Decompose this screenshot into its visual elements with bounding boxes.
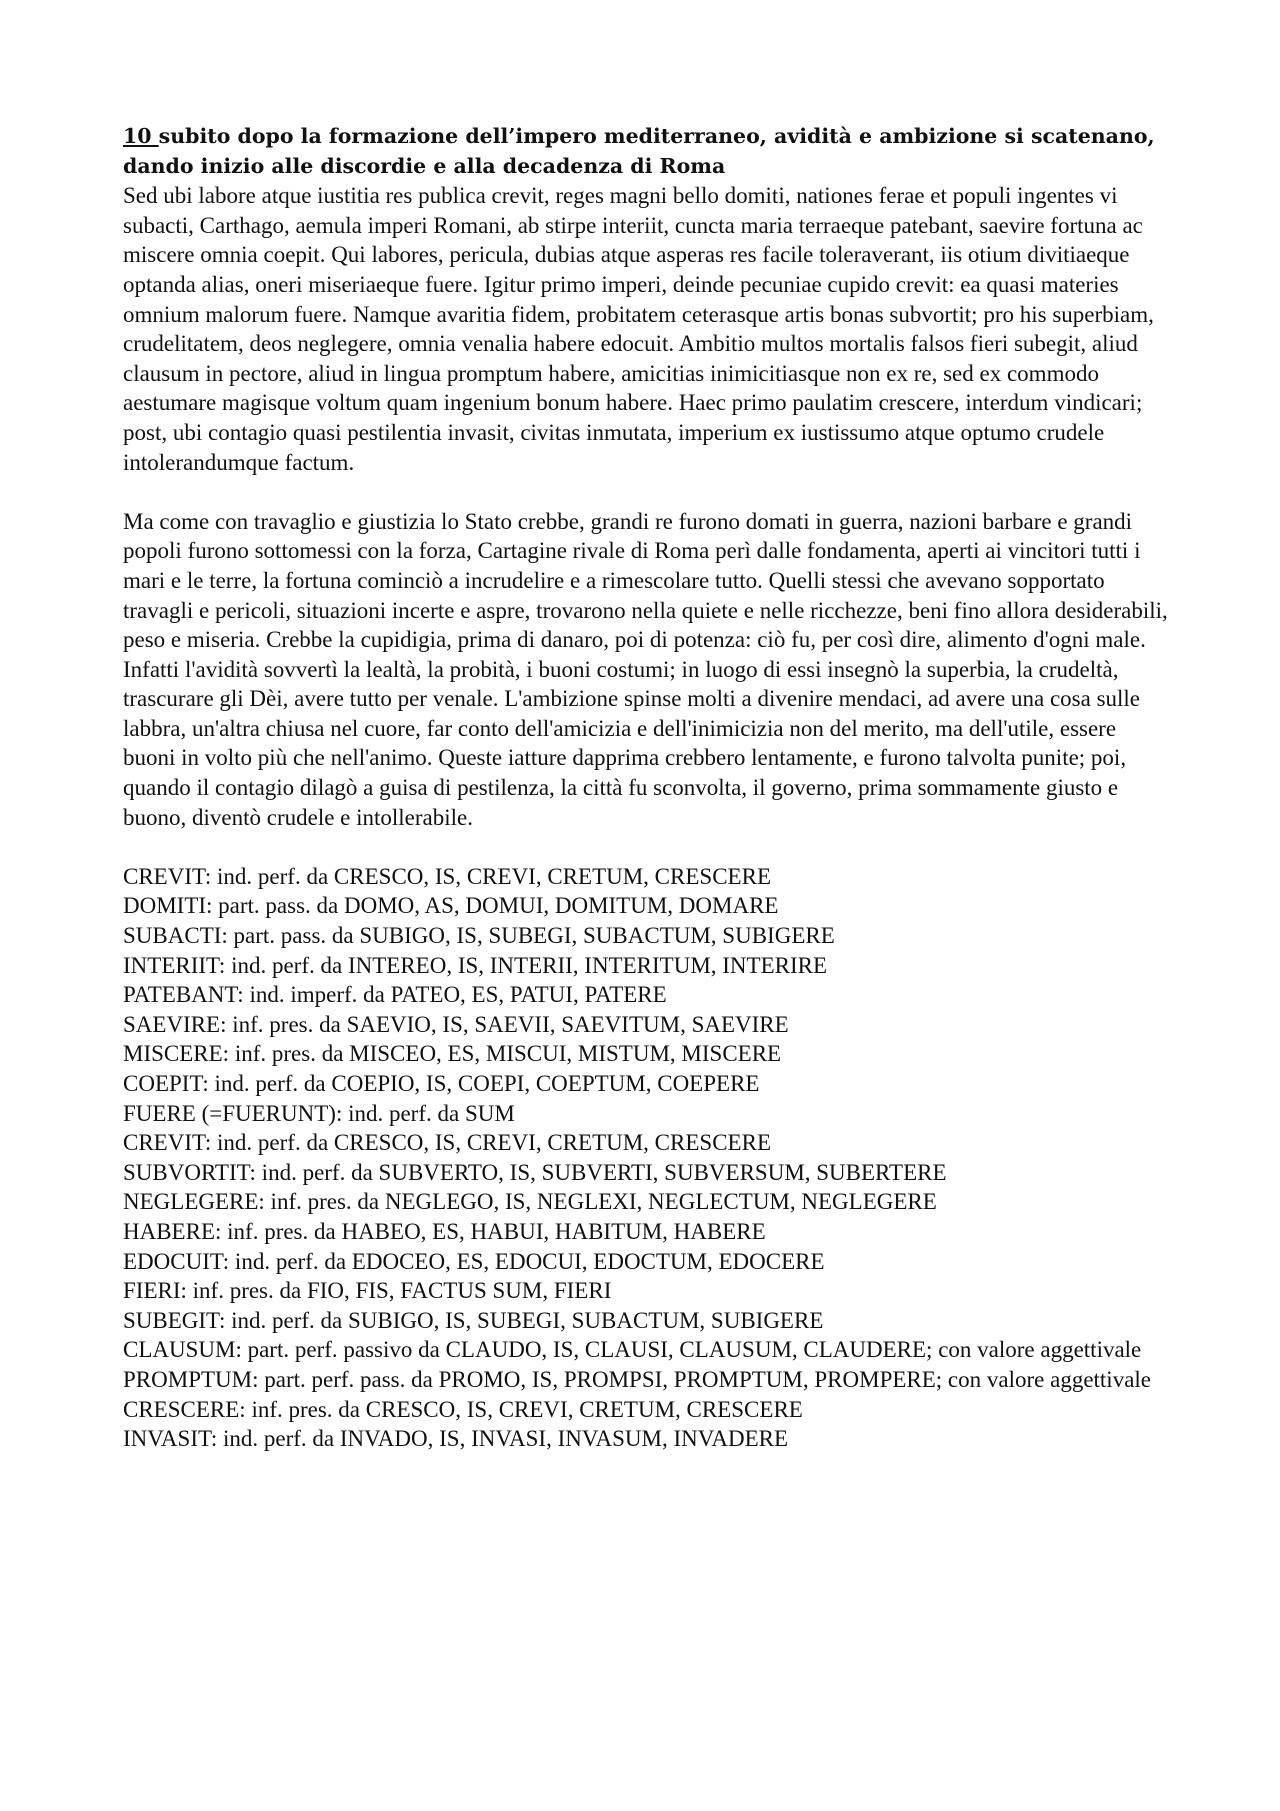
vocabulary-item: MISCERE: inf. pres. da MISCEO, ES, MISCUI, MISTUM, MISCERE [123, 1041, 782, 1067]
vocabulary-item: FUERE (=FUERUNT): ind. perf. da SUM [123, 1100, 515, 1126]
vocabulary-item: NEGLEGERE: inf. pres. da NEGLEGO, IS, NEGLEXI, NEGLECTUM, NEGLEGERE [123, 1189, 937, 1215]
section-title: subito dopo la formazione dell’impero mediterraneo, avidità e ambizione si scatenano, dando inizio alle discordie e alla decadenza di Roma [123, 124, 1155, 178]
vocabulary-item: SAEVIRE: inf. pres. da SAEVIO, IS, SAEVII, SAEVITUM, SAEVIRE [123, 1011, 789, 1037]
document-page [123, 122, 1168, 1454]
vocabulary-item: DOMITI: part. pass. da DOMO, AS, DOMUI, DOMITUM, DOMARE [123, 893, 779, 919]
vocabulary-item: HABERE: inf. pres. da HABEO, ES, HABUI, HABITUM, HABERE [123, 1218, 766, 1244]
vocabulary-item: INVASIT: ind. perf. da INVADO, IS, INVASI, INVASUM, INVADERE [123, 1426, 789, 1452]
vocabulary-item: CREVIT: ind. perf. da CRESCO, IS, CREVI, CRETUM, CRESCERE [123, 1130, 771, 1156]
vocabulary-item: SUBVORTIT: ind. perf. da SUBVERTO, IS, SUBVERTI, SUBVERSUM, SUBERTERE [123, 1159, 947, 1185]
paragraph-gap [123, 832, 1168, 862]
paragraph-gap [123, 477, 1168, 507]
vocabulary-item: PROMPTUM: part. perf. pass. da PROMO, IS, PROMPSI, PROMPTUM, PROMPERE; con valore aggettivale [123, 1366, 1152, 1392]
vocabulary-item: COEPIT: ind. perf. da COEPIO, IS, COEPI, COEPTUM, COEPERE [123, 1071, 760, 1096]
vocabulary-item: PATEBANT: ind. imperf. da PATEO, ES, PATUI, PATERE [123, 982, 667, 1008]
vocabulary-item: CRESCERE: inf. pres. da CRESCO, IS, CREVI, CRETUM, CRESCERE [123, 1396, 803, 1422]
vocabulary-list [123, 862, 1168, 1454]
latin-text: Sed ubi labore atque iustitia res publica crevit, reges magni bello domiti, nationes ferae et populi ingentes vi subacti, Carthago, aemula imperi Romani, ab stirpe interiit, cuncta maria terraeque patebant, saevire fortuna ac miscere omnia coepit. Qui labores, pericula, dubias atque asperas res facile toleraverant, iis otium divitiaeque optanda alias, oneri miseriaeque fuere. Igitur primo imperi, deinde pecuniae cupido crevit: ea quasi materies omnium malorum fuere. Namque avaritia fidem, probitatem ceterasque artis bonas subvortit; pro his superbiam, crudelitatem, deos neglegere, omnia venalia habere edocuit. Ambitio multos mortalis falsos fieri subegit, aliud clausum in pectore, aliud in lingua promptum habere, amicitias inimicitiasque non ex re, sed ex commodo aestumare magisque voltum quam ingenium bonum habere. Haec primo paulatim crescere, interdum vindicari; post, ubi contagio quasi pestilentia invasit, civitas inmutata, imperium ex iustissumo atque optumo crudele intolerandumque factum. [123, 183, 1154, 475]
vocabulary-item: SUBEGIT: ind. perf. da SUBIGO, IS, SUBEGI, SUBACTUM, SUBIGERE [123, 1307, 824, 1333]
section-heading [123, 122, 1168, 181]
vocabulary-item: FIERI: inf. pres. da FIO, FIS, FACTUS SUM, FIERI [123, 1278, 612, 1304]
section-number: 10 [123, 124, 159, 148]
vocabulary-item: SUBACTI: part. pass. da SUBIGO, IS, SUBEGI, SUBACTUM, SUBIGERE [123, 923, 835, 949]
vocabulary-item: CREVIT: ind. perf. da CRESCO, IS, CREVI, CRETUM, CRESCERE [123, 863, 771, 889]
vocabulary-item: EDOCUIT: ind. perf. da EDOCEO, ES, EDOCUI, EDOCTUM, EDOCERE [123, 1248, 825, 1274]
italian-translation: Ma come con travaglio e giustizia lo Stato crebbe, grandi re furono domati in guerra, nazioni barbare e grandi popoli furono sottomessi con la forza, Cartagine rivale di Roma perì dalle fondamenta, aperti ai vincitori tutti i mari e le terre, la fortuna cominciò a incrudelire e a rimescolare tutto. Quelli stessi che avevano sopportato travagli e pericoli, situazioni incerte e aspre, trovarono nella quiete e nelle ricchezze, beni fino allora desiderabili, peso e miseria. Crebbe la cupidigia, prima di danaro, poi di potenza: ciò fu, per così dire, alimento d'ogni male. Infatti l'avidità sovvertì la lealtà, la probità, i buoni costumi; in luogo di essi insegnò la superbia, la crudeltà, trascurare gli Dèi, avere tutto per venale. L'ambizione spinse molti a divenire mendaci, ad avere una cosa sulle labbra, un'altra chiusa nel cuore, far conto dell'amicizia e dell'inimicizia non del merito, ma dell'utile, essere buoni in volto più che nell'animo. Queste iatture dapprima crebbero lentamente, e furono talvolta punite; poi, quando il contagio dilagò a guisa di pestilenza, la città fu sconvolta, il governo, prima sommamente giusto e buono, diventò crudele e intollerabile. [123, 508, 1168, 830]
vocabulary-item: CLAUSUM: part. perf. passivo da CLAUDO, IS, CLAUSI, CLAUSUM, CLAUDERE; con valore aggettivale [123, 1337, 1142, 1363]
vocabulary-item: INTERIIT: ind. perf. da INTEREO, IS, INTERII, INTERITUM, INTERIRE [123, 952, 828, 978]
